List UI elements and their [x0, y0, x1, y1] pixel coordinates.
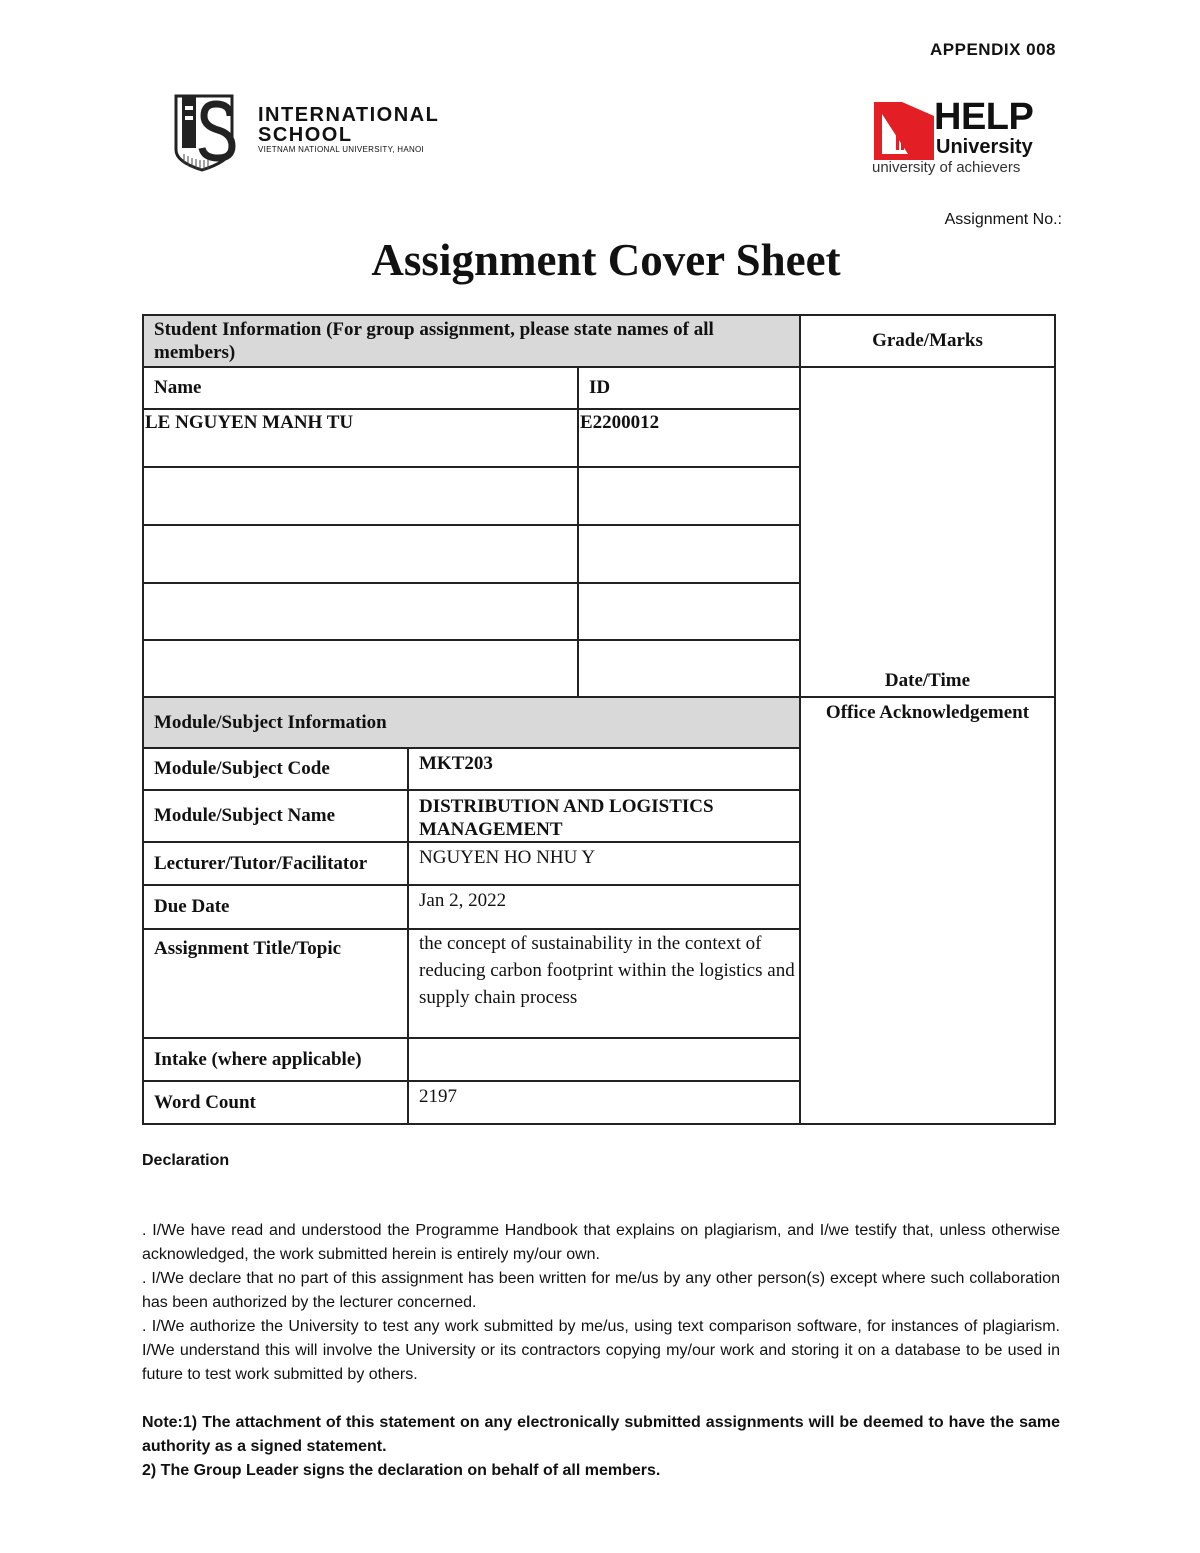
- student-info-header: Student Information (For group assignment, please state names of all members): [143, 315, 800, 367]
- intake-value: [408, 1038, 800, 1081]
- international-school-logo: [172, 92, 452, 172]
- module-name-value: DISTRIBUTION AND LOGISTICS MANAGEMENT: [408, 790, 800, 842]
- declaration-section: [142, 1149, 1060, 1483]
- student-name-cell: LE NGUYEN MANH TU: [143, 409, 578, 467]
- lecturer-label: Lecturer/Tutor/Facilitator: [143, 842, 408, 885]
- student-id-cell: [578, 583, 800, 640]
- student-id-cell: [578, 525, 800, 583]
- module-name-label: Module/Subject Name: [143, 790, 408, 842]
- declaration-item: . I/We declare that no part of this assignment has been written for me/us by any other person(s) except where such collaboration has been authorized by the lecturer concerned.: [142, 1270, 1060, 1311]
- declaration-heading: Declaration: [142, 1152, 230, 1169]
- office-acknowledgement-label: Office Acknowledgement: [825, 702, 1030, 723]
- is-logo-line1: INTERNATIONAL: [258, 104, 440, 126]
- appendix-label: APPENDIX 008: [930, 40, 1056, 59]
- is-logo-line3: VIETNAM NATIONAL UNIVERSITY, HANOI: [258, 145, 425, 154]
- help-logo-university: University: [936, 136, 1033, 158]
- international-school-emblem-icon: [172, 92, 244, 172]
- student-name-cell: [143, 525, 578, 583]
- assignment-topic-label: Assignment Title/Topic: [143, 929, 408, 1038]
- word-count-value: 2197: [408, 1081, 800, 1124]
- cover-sheet-table: [142, 314, 1056, 1125]
- help-university-logo: [870, 96, 1050, 180]
- help-emblem-icon: [874, 102, 936, 162]
- name-column-header: Name: [143, 367, 578, 409]
- declaration-item: . I/We authorize the University to test any work submitted by me/us, using text comparison software, for instances of plagiarism. I/We understand this will involve the University or its contractors copying my/our work and storing it on a database to be used in future to test work submitted by others.: [142, 1318, 1060, 1383]
- student-name-cell: [143, 640, 578, 697]
- due-date-value: Jan 2, 2022: [408, 885, 800, 929]
- module-code-value: MKT203: [408, 748, 800, 790]
- help-logo-word: HELP: [934, 96, 1034, 138]
- student-id-cell: [578, 467, 800, 525]
- module-info-header: Module/Subject Information: [143, 697, 800, 748]
- grade-marks-cell: [800, 367, 1055, 697]
- declaration-note-1: Note:1) The attachment of this statement on any electronically submitted assignments will be deemed to have the same authority as a signed statement.: [142, 1414, 1060, 1455]
- date-time-label: Date/Time: [884, 670, 971, 691]
- declaration-item: . I/We have read and understood the Programme Handbook that explains on plagiarism, and I/we testify that, unless otherwise acknowledged, the work submitted herein is entirely my/our own.: [142, 1222, 1060, 1263]
- page-title: Assignment Cover Sheet: [371, 235, 841, 285]
- student-name-cell: [143, 583, 578, 640]
- id-column-header: ID: [578, 367, 800, 409]
- is-logo-line2: SCHOOL: [258, 124, 353, 146]
- grade-marks-header: Grade/Marks: [800, 315, 1055, 367]
- intake-label: Intake (where applicable): [143, 1038, 408, 1081]
- due-date-label: Due Date: [143, 885, 408, 929]
- student-name-cell: [143, 467, 578, 525]
- student-id-cell: [578, 640, 800, 697]
- word-count-label: Word Count: [143, 1081, 408, 1124]
- declaration-note-2: 2) The Group Leader signs the declaration on behalf of all members.: [142, 1462, 661, 1479]
- lecturer-value: NGUYEN HO NHU Y: [408, 842, 800, 885]
- assignment-topic-value: the concept of sustainability in the context of reducing carbon footprint within the logistics and supply chain process: [408, 929, 800, 1038]
- student-id-cell: E2200012: [578, 409, 800, 467]
- help-logo-tagline: university of achievers: [872, 159, 1021, 176]
- module-code-label: Module/Subject Code: [143, 748, 408, 790]
- assignment-number-label: Assignment No.:: [944, 211, 1062, 228]
- office-acknowledgement-cell: [800, 670, 1055, 1124]
